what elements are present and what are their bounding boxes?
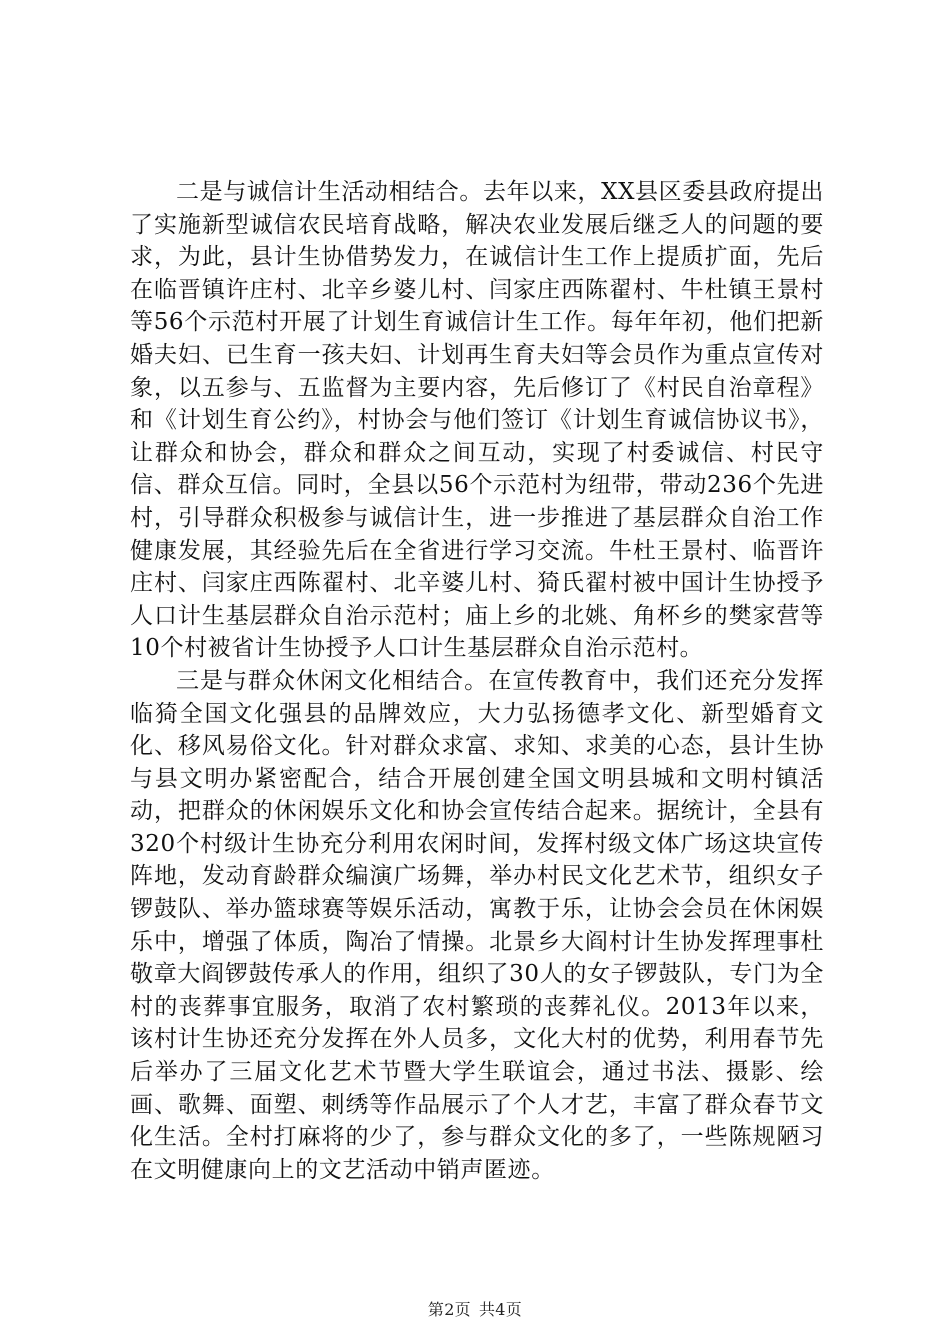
page-footer bbox=[0, 1300, 950, 1320]
paragraph-integrity-family-planning: 二是与诚信计生活动相结合。去年以来，XX县区委县政府提出了实施新型诚信农民培育战略，解决农业发展后继乏人的问题的要求，为此，县计生协借势发力，在诚信计生工作上提质扩面，先后在临晋镇许庄村、北辛乡婆儿村、闫家庄西陈翟村、牛杜镇王景村等56个示范村开展了计划生育诚信计生工作。每年年初，他们把新婚夫妇、已生育一孩夫妇、计划再生育夫妇等会员作为重点宣传对象，以五参与、五监督为主要内容，先后修订了《村民自治章程》和《计划生育公约》，村协会与他们签订《计划生育诚信协议书》，让群众和协会，群众和群众之间互动，实现了村委诚信、村民守信、群众互信。同时，全县以56个示范村为纽带，带动236个先进村，引导群众积极参与诚信计生，进一步推进了基层群众自治工作健康发展，其经验先后在全省进行学习交流。牛杜王景村、临晋许庄村、闫家庄西陈翟村、北辛婆儿村、猗氏翟村被中国计生协授予人口计生基层群众自治示范村；庙上乡的北姚、角杯乡的樊家营等10个村被省计生协授予人口计生基层群众自治示范村。 bbox=[130, 179, 824, 662]
document-body bbox=[130, 176, 824, 1186]
page-number: 第2页 bbox=[427, 1300, 471, 1319]
paragraph-leisure-culture: 三是与群众休闲文化相结合。在宣传教育中，我们还充分发挥临猗全国文化强县的品牌效应，大力弘扬德孝文化、新型婚育文化、移风易俗文化。针对群众求富、求知、求美的心态，县计生协与县文明办紧密配合，结合开展创建全国文明县城和文明村镇活动，把群众的休闲娱乐文化和协会宣传结合起来。据统计，全县有320个村级计生协充分利用农闲时间，发挥村级文体广场这块宣传阵地，发动育龄群众编演广场舞，举办村民文化艺术节，组织女子锣鼓队、举办篮球赛等娱乐活动，寓教于乐，让协会会员在休闲娱乐中，增强了体质，陶冶了情操。北景乡大阎村计生协发挥理事杜敬章大阎锣鼓传承人的作用，组织了30人的女子锣鼓队，专门为全村的丧葬事宜服务，取消了农村繁琐的丧葬礼仪。2013年以来，该村计生协还充分发挥在外人员多，文化大村的优势，利用春节先后举办了三届文化艺术节暨大学生联谊会，通过书法、摄影、绘画、歌舞、面塑、刺绣等作品展示了个人才艺，丰富了群众春节文化生活。全村打麻将的少了，参与群众文化的多了，一些陈规陋习在文明健康向上的文艺活动中销声匿迹。 bbox=[130, 667, 824, 1183]
page-total: 共4页 bbox=[479, 1300, 523, 1319]
